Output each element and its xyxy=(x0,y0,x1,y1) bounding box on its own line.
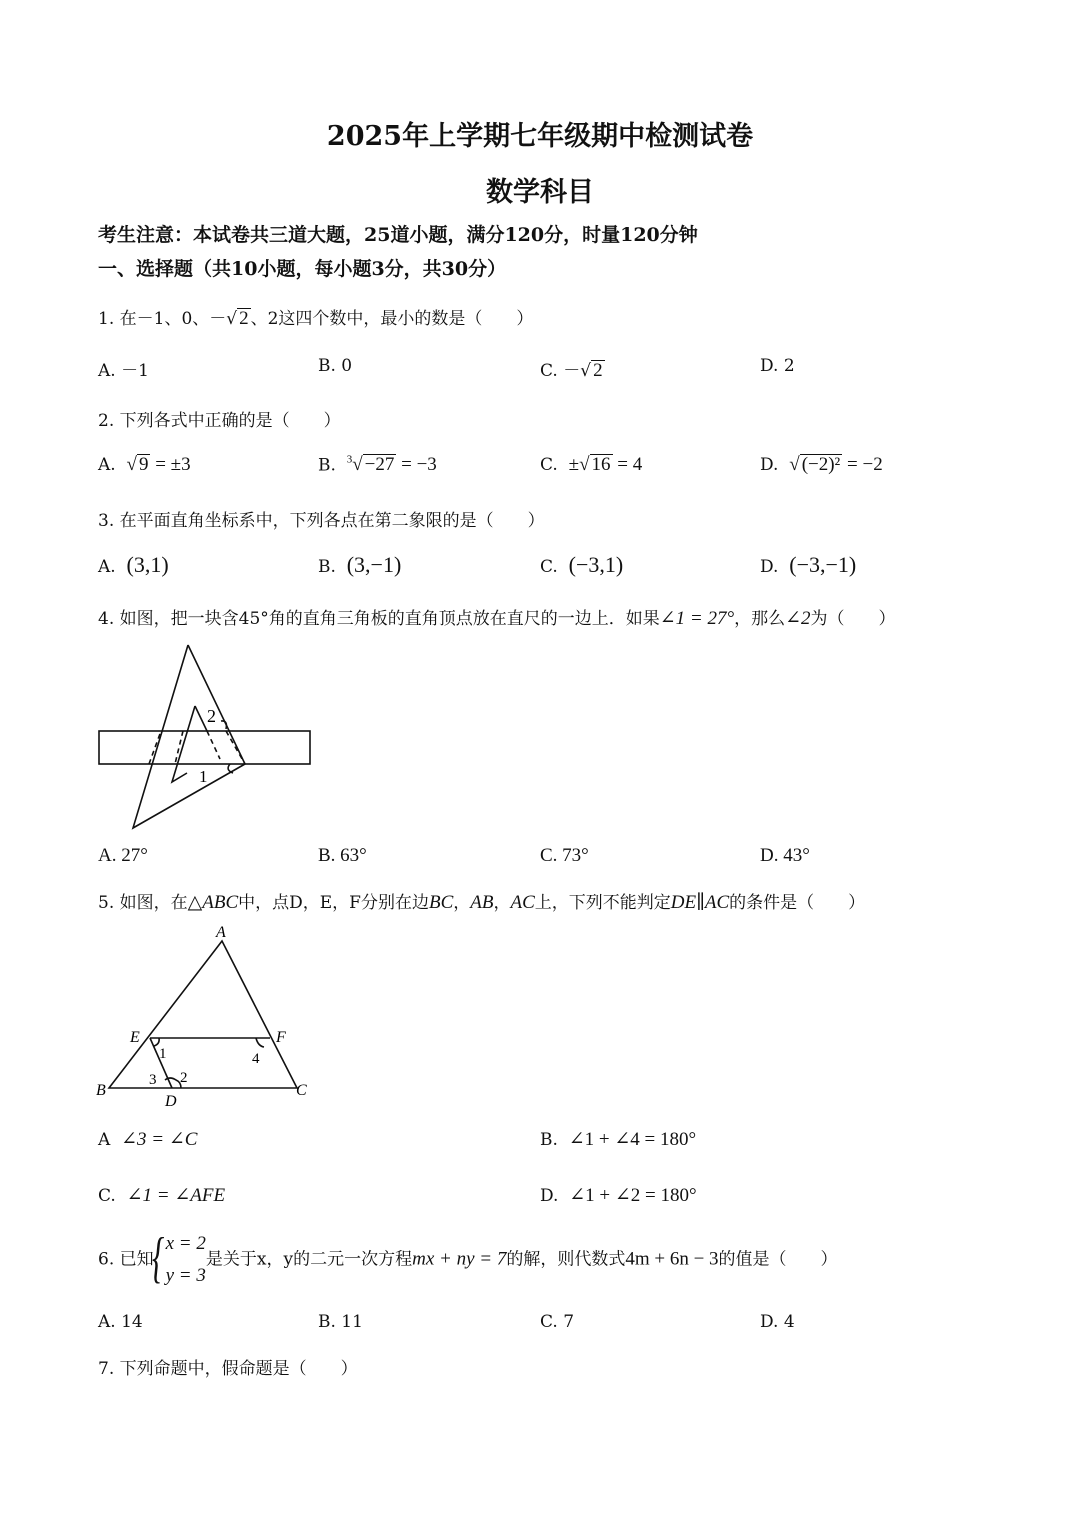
q6-text-pre: 6. 已知 xyxy=(98,1249,154,1270)
q2-option-b[interactable]: B. $^3$√ −27 = −3 xyxy=(318,454,437,476)
q1-text-post: 、2这四个数中，最小的数是（ ） xyxy=(250,309,534,329)
q3-c-value: (−3,1) xyxy=(568,552,624,577)
q5-c-value: ∠1 = ∠AFE xyxy=(126,1185,226,1206)
q2-d-label: D. xyxy=(760,455,779,475)
q2-d-rest: = −2 xyxy=(842,454,883,475)
q1-option-a[interactable]: A. －1 xyxy=(98,361,149,381)
q2-a-rest: = ±3 xyxy=(150,454,191,475)
q4-label-2: 2 xyxy=(207,706,216,726)
q2-c-radicand: 16 xyxy=(591,454,611,475)
q2-b-radicand: −27 xyxy=(364,454,395,476)
q5-d-label: D. xyxy=(540,1186,559,1206)
q5-a-label: A xyxy=(98,1130,111,1150)
angle-label-4: 4 xyxy=(252,1051,260,1067)
inner-triangle-right-top xyxy=(195,706,207,731)
q4-math-angle1: ∠1 = 27° xyxy=(659,608,735,629)
q5-side-ab: AB xyxy=(470,892,494,913)
q5-triangle: △ABC xyxy=(187,892,239,913)
q3-option-a[interactable] xyxy=(98,552,169,578)
q1-text-pre: 1. 在－1、0、－ xyxy=(98,309,227,329)
q2-c-label: C. xyxy=(540,455,558,475)
q3-option-c[interactable] xyxy=(540,552,623,578)
q6-eq1: x = 2 xyxy=(165,1233,206,1254)
q4-math-angle2: ∠2 xyxy=(785,608,811,629)
q3-c-label: C. xyxy=(540,557,558,577)
question-4-stem xyxy=(98,604,896,630)
exam-notice: 考生注意：本试卷共三道大题，25道小题，满分120分，时量120分钟 xyxy=(98,224,698,246)
q6-option-b[interactable]: B. 11 xyxy=(318,1312,363,1332)
question-2-stem: 2. 下列各式中正确的是（ ） xyxy=(98,411,341,431)
question-3-stem: 3. 在平面直角坐标系中，下列各点在第二象限的是（ ） xyxy=(98,511,545,531)
q6-option-d[interactable]: D. 4 xyxy=(760,1312,795,1332)
q1-radicand: 2 xyxy=(239,308,249,329)
q2-b-index: 3 xyxy=(346,454,353,466)
q6-brace: { xyxy=(151,1227,164,1289)
label-b: B xyxy=(96,1082,106,1099)
q1-option-d[interactable]: D. 2 xyxy=(760,356,795,376)
question-6-stem xyxy=(98,1228,838,1292)
q5-option-a[interactable] xyxy=(98,1128,197,1151)
q4-option-d[interactable]: D. 43° xyxy=(760,845,810,866)
q6-expression: 4m + 6n − 3 xyxy=(625,1248,719,1270)
ruler-rect xyxy=(99,731,310,764)
question-5-stem: 5. 如图，在△ABC中，点D，E，F分别在边BC，AB，AC上，下列不能判定DE∥AC的条件是（ ） xyxy=(98,892,866,913)
exam-title: 2025年上学期七年级期中检测试卷 xyxy=(326,121,754,152)
q6-option-a[interactable]: A. 14 xyxy=(98,1312,143,1332)
subject-title: 数学科目 xyxy=(486,177,594,208)
q2-a-label: A. xyxy=(98,455,116,475)
q2-option-a[interactable]: A. √ 9 = ±3 xyxy=(98,454,191,475)
q2-c-rest: = 4 xyxy=(612,454,643,475)
label-e: E xyxy=(130,1029,140,1046)
q1-option-b[interactable]: B. 0 xyxy=(318,356,353,376)
angle-label-1: 1 xyxy=(159,1046,167,1062)
outer-triangle xyxy=(133,645,245,828)
q3-option-b[interactable] xyxy=(318,552,401,578)
angle4-arc xyxy=(256,1038,264,1047)
q3-a-label: A. xyxy=(98,557,116,577)
q4-figure xyxy=(95,640,320,830)
q5-b-label: B. xyxy=(540,1130,558,1150)
q1-c-pre: C. － xyxy=(540,361,581,381)
q4-option-b[interactable]: B. 63° xyxy=(318,845,367,866)
q2-option-c[interactable]: C. ±√ 16 = 4 xyxy=(540,454,643,475)
angle-label-2: 2 xyxy=(180,1070,188,1086)
q6-option-c[interactable]: C. 7 xyxy=(540,1312,575,1332)
q2-option-d[interactable]: D. √ (−2)² = −2 xyxy=(760,454,883,475)
q4-text-mid: ，那么 xyxy=(734,609,786,629)
inner-hidden-right xyxy=(207,731,220,759)
q5-d-value: ∠1 + ∠2 = 180° xyxy=(569,1185,697,1206)
q6-equation-system xyxy=(151,1227,206,1292)
q5-c-label: C. xyxy=(98,1186,116,1206)
label-c: C xyxy=(296,1082,307,1099)
q6-eq2: y = 3 xyxy=(165,1265,206,1286)
q4-label-1: 1 xyxy=(199,767,208,786)
q2-b-label: B. xyxy=(318,455,336,476)
q3-a-value: (3,1) xyxy=(126,552,169,577)
q5-option-d[interactable] xyxy=(540,1184,697,1207)
q5-parallel: DE∥AC xyxy=(670,892,730,913)
q5-side-bc: BC xyxy=(428,892,454,913)
q2-b-rest: = −3 xyxy=(396,454,437,476)
angle-label-3: 3 xyxy=(149,1072,157,1088)
q5-text-mid2: 上，下列不能判定 xyxy=(534,893,671,913)
q5-side-ac: AC xyxy=(510,892,535,913)
q5-text-pre: 5. 如图，在 xyxy=(98,893,188,913)
q6-text-mid: 是关于x，y的二元一次方程 xyxy=(205,1249,413,1270)
q3-b-label: B. xyxy=(318,557,336,577)
label-f: F xyxy=(276,1029,286,1046)
q5-text-mid: 中，点D，E，F分别在边 xyxy=(238,893,429,913)
q5-text-post: 的条件是（ ） xyxy=(729,893,866,913)
q3-option-d[interactable] xyxy=(760,552,856,578)
q3-d-value: (−3,−1) xyxy=(789,552,857,577)
q3-d-label: D. xyxy=(760,557,779,577)
q2-d-radicand: (−2)² xyxy=(801,454,841,475)
triangle-abc xyxy=(109,941,297,1088)
q2-a-radicand: 9 xyxy=(138,454,149,475)
angle1-arc xyxy=(154,1038,159,1046)
section-heading: 一、选择题（共10小题，每小题3分，共30分） xyxy=(98,258,507,280)
q3-b-value: (3,−1) xyxy=(346,552,402,577)
q5-option-c[interactable] xyxy=(98,1184,225,1207)
question-1-stem: 1. 在－1、0、－√ 2 、2这四个数中，最小的数是（ ） xyxy=(98,308,534,329)
q1-option-c[interactable]: C. －√ 2 xyxy=(540,360,603,381)
q6-text-post: 的值是（ ） xyxy=(718,1249,838,1270)
q4-text-pre: 4. 如图，把一块含45°角的直角三角板的直角顶点放在直尺的一边上．如果 xyxy=(98,609,660,629)
q4-text-post: 为（ ） xyxy=(810,609,896,629)
q4-option-a[interactable]: A. 27° xyxy=(98,845,148,866)
q6-text-mid2: 的解，则代数式 xyxy=(506,1249,626,1270)
q2-c-pre: ± xyxy=(568,454,580,475)
q5-figure xyxy=(92,920,322,1115)
q5-a-value: ∠3 = ∠C xyxy=(121,1129,198,1150)
label-a: A xyxy=(216,924,226,941)
question-7-stem: 7. 下列命题中，假命题是（ ） xyxy=(98,1359,358,1379)
inner-triangle-left xyxy=(172,706,195,782)
q5-b-value: ∠1 + ∠4 = 180° xyxy=(568,1129,697,1150)
label-d: D xyxy=(165,1093,177,1110)
q4-option-c[interactable]: C. 73° xyxy=(540,845,589,866)
q5-option-b[interactable] xyxy=(540,1128,696,1151)
q1-c-radicand: 2 xyxy=(593,360,603,381)
q6-equation: mx + ny = 7 xyxy=(412,1248,507,1270)
outer-hidden-left xyxy=(149,731,161,764)
